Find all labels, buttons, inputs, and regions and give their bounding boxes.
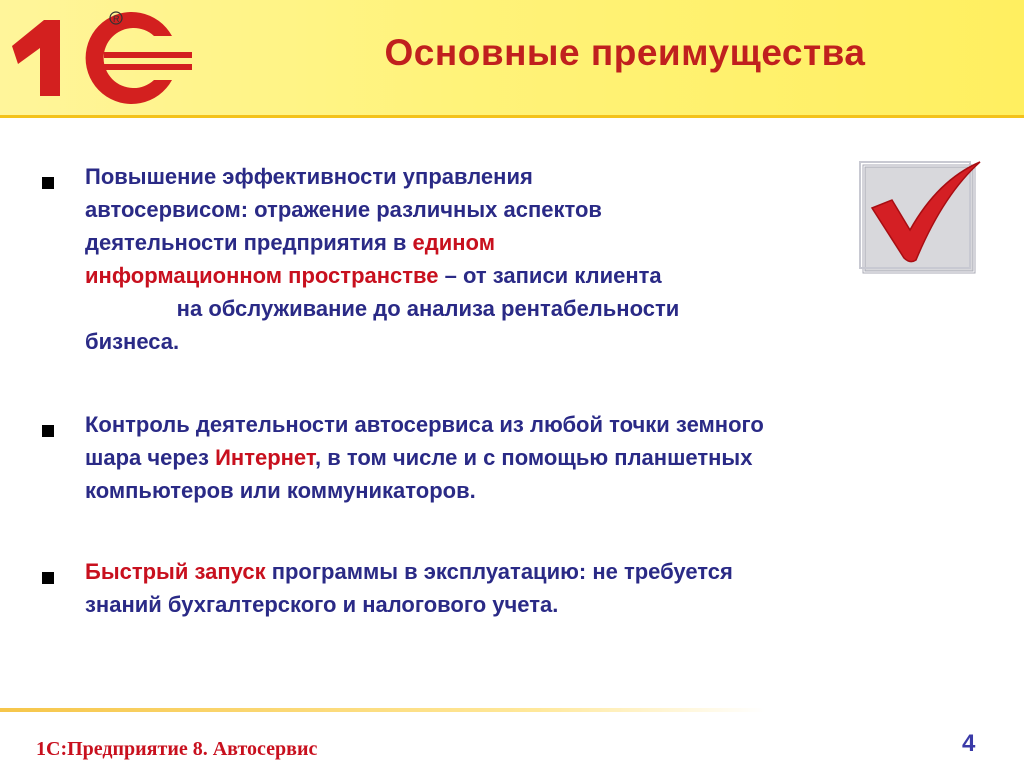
text-run: деятельности предприятия в	[85, 230, 413, 255]
text-run: шара через	[85, 445, 216, 470]
text-run: , в том числе и с помощью планшетных	[315, 445, 753, 470]
bullet-line	[85, 160, 679, 193]
bullet-line	[85, 193, 679, 226]
page-title: Основные преимущества	[384, 32, 866, 73]
text-run: на обслуживание до анализа рентабельности	[85, 296, 680, 321]
checkmark-icon	[858, 160, 983, 278]
text-run: Контроль деятельности автосервиса из любой точки земного	[85, 412, 764, 437]
bullet-marker	[42, 425, 54, 437]
bullet-marker	[42, 572, 54, 584]
bullet-line	[85, 555, 733, 588]
header-divider	[0, 115, 1024, 118]
bullet-line	[85, 325, 679, 358]
bullet-line	[85, 408, 764, 441]
text-run: программы в эксплуатацию: не требуется	[265, 559, 733, 584]
bullet-line	[85, 292, 679, 325]
bullet-text-3	[85, 555, 733, 621]
bullet-text-2	[85, 408, 764, 507]
highlighted-text: Быстрый запуск	[85, 559, 266, 584]
text-run: бизнеса.	[85, 329, 180, 354]
footer-divider	[0, 708, 765, 712]
footer-product-name: 1С:Предприятие 8. Автосервис	[36, 738, 318, 760]
bullet-text-1	[85, 160, 679, 358]
highlighted-text: едином	[412, 230, 495, 255]
bullet-line	[85, 259, 679, 292]
text-run: автосервисом: отражение различных аспектов	[85, 197, 602, 222]
highlighted-text: Интернет	[215, 445, 315, 470]
bullet-line	[85, 226, 679, 259]
highlighted-text: информационном пространстве	[85, 263, 439, 288]
text-run: Повышение эффективности управления	[85, 164, 533, 189]
text-run: компьютеров или коммуникаторов.	[85, 478, 476, 503]
bullet-line	[85, 474, 764, 507]
page-number: 4	[962, 730, 976, 757]
text-run: знаний бухгалтерского и налогового учета.	[85, 592, 559, 617]
bullet-line	[85, 441, 764, 474]
bullet-marker	[42, 177, 54, 189]
logo-1c	[4, 6, 194, 106]
text-run: – от записи клиента	[438, 263, 662, 288]
svg-text:R: R	[113, 14, 120, 24]
bullet-line	[85, 588, 733, 621]
